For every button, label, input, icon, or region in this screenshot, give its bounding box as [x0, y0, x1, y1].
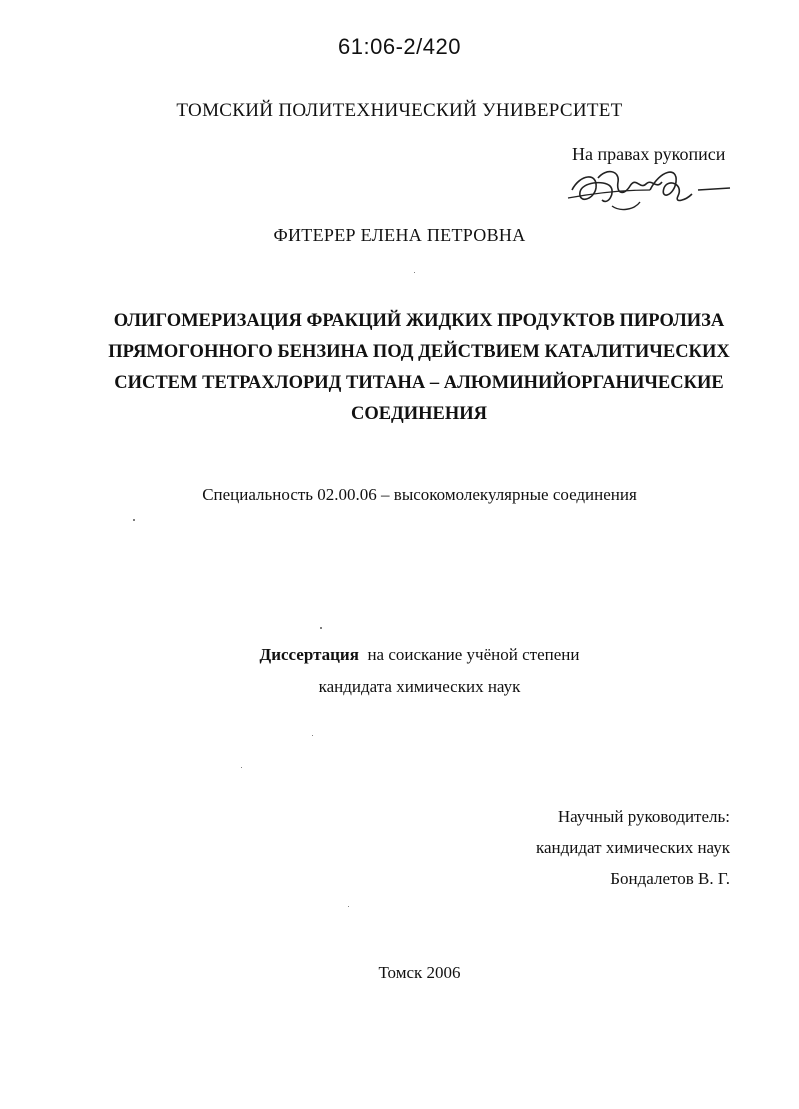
call-number: 61:06-2/420	[338, 34, 461, 59]
dissertation-label: Диссертация	[259, 645, 359, 664]
advisor-label: Научный руководитель:	[557, 807, 730, 826]
dissertation-rest: на соискание учёной степени	[367, 645, 580, 664]
city-year: Томск 2006	[378, 963, 461, 982]
advisor-block	[480, 801, 730, 894]
dissertation-line	[0, 645, 799, 665]
scan-speck	[348, 906, 349, 907]
specialty: Специальность 02.00.06 – высокомолекулярные соединения	[202, 485, 637, 504]
degree: кандидата химических наук	[318, 677, 521, 696]
title-line-4: СОЕДИНЕНИЯ	[350, 404, 488, 424]
author-name: ФИТЕРЕР ЕЛЕНА ПЕТРОВНА	[273, 225, 526, 245]
rights-note: На правах рукописи	[572, 144, 726, 164]
scan-speck	[241, 767, 242, 768]
title-line-1: ОЛИГОМЕРИЗАЦИЯ ФРАКЦИЙ ЖИДКИХ ПРОДУКТОВ ПИРОЛИЗА	[113, 311, 725, 331]
title-line-2: ПРЯМОГОННОГО БЕНЗИНА ПОД ДЕЙСТВИЕМ КАТАЛИТИЧЕСКИХ	[108, 342, 730, 362]
scan-speck	[414, 272, 415, 273]
scan-speck	[312, 735, 313, 736]
scan-speck	[320, 627, 322, 629]
university-name: ТОМСКИЙ ПОЛИТЕХНИЧЕСКИЙ УНИВЕРСИТЕТ	[176, 100, 623, 121]
advisor-name: Бондалетов В. Г.	[610, 869, 730, 888]
signature-icon	[560, 160, 740, 220]
dissertation-title	[60, 306, 778, 430]
title-line-3: СИСТЕМ ТЕТРАХЛОРИД ТИТАНА – АЛЮМИНИЙОРГАНИЧЕСКИЕ	[114, 373, 724, 393]
advisor-degree: кандидат химических наук	[536, 838, 730, 857]
scan-speck	[133, 519, 135, 521]
